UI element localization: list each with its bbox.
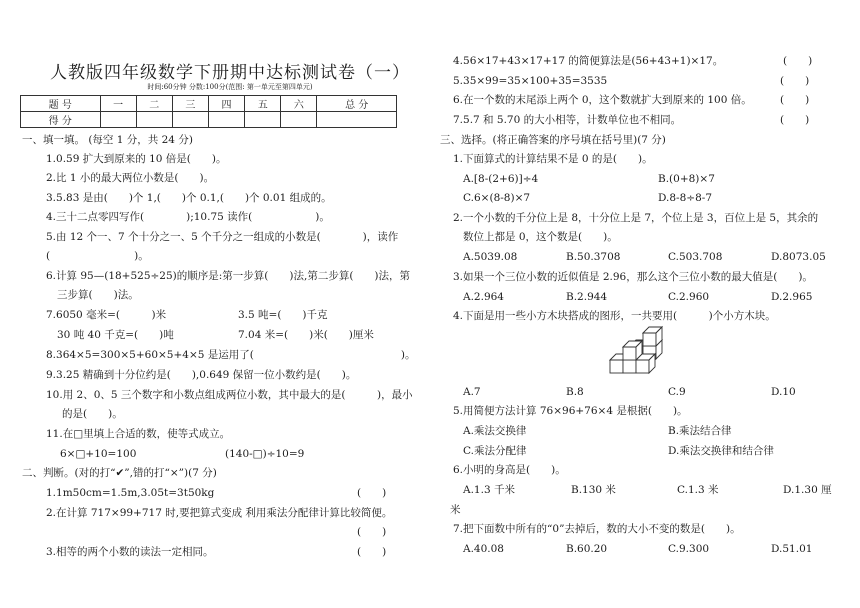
question-text: 30 吨 40 千克=( )吨 bbox=[57, 329, 174, 341]
question-text: 2.比 1 小的最大两位小数是( )。 bbox=[46, 172, 215, 184]
question-text: 8.364×5=300×5+60×5+4×5 是运用了( )。 bbox=[46, 349, 416, 361]
option-b[interactable]: B.2.944 bbox=[566, 291, 608, 303]
option-b[interactable]: B.60.20 bbox=[566, 543, 608, 555]
question-text: 数位上都是 0，这个数是( )。 bbox=[463, 231, 618, 243]
question-text: 7.6050 毫米=( )米 bbox=[46, 309, 167, 321]
score-header-cell: 六 bbox=[281, 96, 317, 112]
question-text: 3.5.83 是由( )个 1,( )个 0.1,( )个 0.01 组成的。 bbox=[46, 192, 332, 204]
option-c[interactable]: C.2.960 bbox=[668, 291, 710, 303]
option-c[interactable]: C.乘法分配律 bbox=[463, 445, 527, 457]
equation-text: 6×□+10=100 bbox=[60, 448, 137, 460]
option-b[interactable]: B.乘法结合律 bbox=[668, 425, 732, 437]
option-b[interactable]: B.130 米 bbox=[571, 484, 616, 496]
option-a[interactable]: A.5039.08 bbox=[463, 251, 518, 263]
option-b[interactable]: B.(0+8)×7 bbox=[658, 173, 715, 185]
question-text: 6.小明的身高是( )。 bbox=[453, 464, 566, 476]
question-text: 7.把下面数中所有的“0”去掉后，数的大小不变的数是( )。 bbox=[453, 523, 741, 535]
option-d[interactable]: D.2.965 bbox=[771, 291, 813, 303]
question-text: 9.3.25 精确到十分位约是( ),0.649 保留一位小数约是( )。 bbox=[46, 369, 357, 381]
score-cell[interactable] bbox=[136, 112, 172, 128]
score-table-header-row bbox=[21, 96, 397, 112]
judgement-text: 4.56×17+43×17+17 的简便算法是(56+43+1)×17。 bbox=[453, 55, 724, 67]
question-text: 5.由 12 个一、7 个十分之一、5 个千分之一组成的小数是( )，读作 bbox=[46, 231, 399, 243]
judgement-text: 6.在一个数的末尾添上两个 0，这个数就扩大到原来的 100 倍。 bbox=[453, 94, 752, 106]
judgement-text: 1.1m50cm=1.5m,3.05t=3t50kg bbox=[46, 487, 215, 499]
option-b[interactable]: B.50.3708 bbox=[566, 251, 621, 263]
judgement-text: 2.在计算 717×99+717 时,要把算式变成 利用乘法分配律计算比较简便。 bbox=[46, 507, 393, 519]
question-text: 5.用简便方法计算 76×96+76×4 是根据( )。 bbox=[453, 405, 688, 417]
option-d[interactable]: D.1.30 厘 bbox=[783, 484, 832, 496]
exam-info: 时间:60分钟 分数:100分(范围: 第一单元至第四单元) bbox=[147, 83, 313, 91]
score-table bbox=[20, 95, 397, 128]
question-text: 的是( )。 bbox=[62, 408, 123, 420]
score-cell[interactable] bbox=[172, 112, 208, 128]
option-a[interactable]: A.1.3 千米 bbox=[463, 484, 515, 496]
answer-parentheses[interactable]: ( ) bbox=[780, 75, 810, 87]
section-heading: 二、判断。(对的打“✔”,错的打“×”)(7 分) bbox=[22, 467, 217, 479]
score-header-cell: 五 bbox=[245, 96, 281, 112]
question-text: 1.0.59 扩大到原来的 10 倍是( )。 bbox=[46, 153, 227, 165]
score-header-cell: 三 bbox=[172, 96, 208, 112]
question-text: 11.在□里填上合适的数，使等式成立。 bbox=[46, 428, 231, 440]
option-c[interactable]: C.1.3 米 bbox=[677, 484, 719, 496]
option-a[interactable]: A.40.08 bbox=[463, 543, 504, 555]
question-text: 7.04 米=( )米( )厘米 bbox=[238, 329, 374, 341]
option-c[interactable]: C.6×(8-8)×7 bbox=[463, 192, 531, 204]
answer-parentheses[interactable]: ( ) bbox=[780, 114, 810, 126]
answer-parentheses[interactable]: ( ) bbox=[357, 487, 387, 499]
option-c[interactable]: C.9 bbox=[668, 386, 686, 398]
option-a[interactable]: A.[8-(2+6)]÷4 bbox=[463, 173, 539, 185]
score-header-cell: 四 bbox=[208, 96, 244, 112]
option-d[interactable]: D.8073.05 bbox=[771, 251, 826, 263]
score-cell[interactable] bbox=[281, 112, 317, 128]
question-text: 3.如果一个三位小数的近似值是 2.96，那么这个三位小数的最大值是( )。 bbox=[453, 271, 813, 283]
score-cell[interactable] bbox=[208, 112, 244, 128]
score-cell[interactable] bbox=[245, 112, 281, 128]
question-text: 10.用 2、0、5 三个数字和小数点组成两位小数，其中最大的是( )，最小 bbox=[46, 389, 413, 401]
question-text: 3.5 吨=( )千克 bbox=[238, 309, 328, 321]
score-table-row bbox=[21, 112, 397, 128]
equation-text: (140-□)÷10=9 bbox=[225, 448, 305, 460]
answer-parentheses[interactable]: ( ) bbox=[357, 526, 387, 538]
option-d-wrap: 米 bbox=[450, 504, 461, 516]
page-title: 人教版四年级数学下册期中达标测试卷（一） bbox=[50, 63, 410, 83]
question-text: 1.下面算式的计算结果不是 0 的是( )。 bbox=[453, 153, 653, 165]
judgement-text: 5.35×99=35×100+35=3535 bbox=[453, 75, 608, 87]
answer-parentheses[interactable]: ( ) bbox=[780, 94, 810, 106]
judgement-text: 3.相等的两个小数的读法一定相同。 bbox=[46, 546, 214, 558]
option-d[interactable]: D.10 bbox=[771, 386, 796, 398]
option-d[interactable]: D.8-8÷8-7 bbox=[658, 192, 712, 204]
question-text: 4.下面是用一些小方木块搭成的图形，一共要用( )个小方木块。 bbox=[453, 310, 776, 322]
option-c[interactable]: C.503.708 bbox=[668, 251, 723, 263]
score-cell[interactable] bbox=[100, 112, 136, 128]
cube-stack-icon bbox=[610, 327, 662, 373]
option-c[interactable]: C.9.300 bbox=[668, 543, 710, 555]
score-header-cell: 二 bbox=[136, 96, 172, 112]
question-text: ( )。 bbox=[46, 250, 149, 262]
score-cell[interactable] bbox=[317, 112, 397, 128]
answer-parentheses[interactable]: ( ) bbox=[357, 546, 387, 558]
score-header-cell: 一 bbox=[100, 96, 136, 112]
option-a[interactable]: A.乘法交换律 bbox=[463, 425, 527, 437]
option-a[interactable]: A.7 bbox=[463, 386, 481, 398]
question-text: 2.一个小数的千分位上是 8，十分位上是 7，个位上是 3，百位上是 5，其余的 bbox=[453, 212, 819, 224]
section-heading: 三、选择。(将正确答案的序号填在括号里)(7 分) bbox=[440, 134, 666, 146]
question-text: 4.三十二点零四写作( );10.75 读作( )。 bbox=[46, 211, 330, 223]
question-text: 6.计算 95—(18+525÷25)的顺序是:第一步算( )法,第二步算( )法，第 bbox=[46, 270, 411, 282]
option-d[interactable]: D.51.01 bbox=[771, 543, 813, 555]
score-header-cell: 总 分 bbox=[317, 96, 397, 112]
score-header-cell: 题 号 bbox=[21, 96, 101, 112]
option-a[interactable]: A.2.964 bbox=[463, 291, 504, 303]
score-row-label: 得 分 bbox=[21, 112, 101, 128]
option-d[interactable]: D.乘法交换律和结合律 bbox=[668, 445, 774, 457]
cube-stack-figure bbox=[606, 324, 664, 376]
option-b[interactable]: B.8 bbox=[566, 386, 584, 398]
section-heading: 一、填一填。 (每空 1 分，共 24 分) bbox=[22, 134, 193, 146]
judgement-text: 7.5.7 和 5.70 的大小相等，计数单位也不相同。 bbox=[453, 114, 682, 126]
question-text: 三步算( )法。 bbox=[57, 289, 139, 301]
answer-parentheses[interactable]: ( ) bbox=[783, 55, 813, 67]
